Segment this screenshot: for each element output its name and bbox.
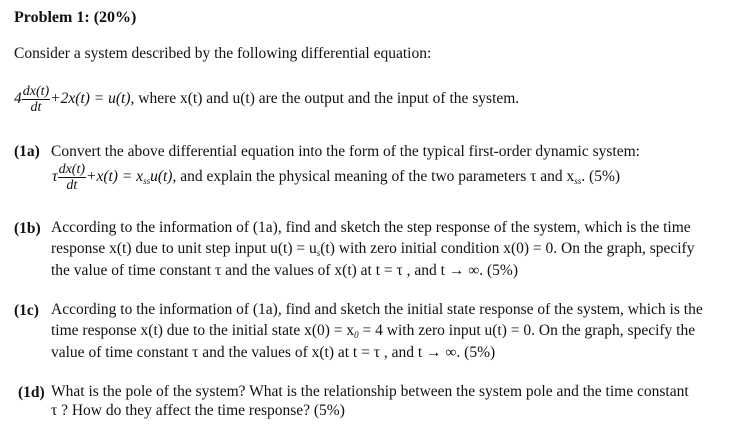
part-1d-label: (1d) [18, 384, 45, 401]
part-1c-line1: According to the information of (1a), find and sketch the initial state response of the system, which is the [51, 301, 703, 318]
intro-text: Consider a system described by the following differential equation: [14, 45, 432, 62]
part-1a-label: (1a) [14, 143, 40, 160]
part-1d-line1: What is the pole of the system? What is the relationship between the system pole and the time constant [51, 383, 689, 400]
eq-1a-tail: , and explain the physical meaning of the two parameters τ and x [172, 168, 575, 186]
part-1b-line2a: response x(t) due to unit step input u(t) = u [51, 240, 317, 257]
eq-1a-sub: ss [143, 176, 151, 187]
eq-tail: , where x(t) and u(t) are the output and the input of the system. [130, 90, 520, 108]
eq-1a-tail-sub: ss [574, 176, 582, 187]
part-1b-line3: the value of time constant τ and the values of x(t) at t = τ , and t → ∞. (5%) [51, 262, 518, 279]
eq-tau: τ [52, 168, 58, 186]
part-1b-label: (1b) [14, 220, 41, 237]
eq-denominator: dt [30, 100, 42, 115]
eq-1a-rhs: +x(t) = x [86, 168, 144, 186]
part-1b-line2-sub: s [316, 248, 321, 258]
eq-numerator: dx(t) [22, 84, 50, 99]
eq-1a-denominator: dt [66, 178, 78, 193]
part-1c-line2b: = 4 with zero input u(t) = 0. On the graph, specify the [358, 322, 696, 339]
part-1c-line2a: time response x(t) due to the initial state x(0) = x [51, 322, 355, 339]
eq-rhs: +2x(t) = u(t) [50, 90, 131, 108]
part-1b-line1: According to the information of (1a), find and sketch the step response of the system, which is the time [51, 219, 691, 236]
eq-derivative [22, 84, 50, 115]
part-1c-label: (1c) [14, 302, 39, 319]
eq-coefficient: 4 [14, 90, 22, 108]
eq-1a-end: . (5%) [581, 168, 621, 186]
part-1c-line2-sub: 0 [354, 330, 359, 340]
eq-1a-numerator: dx(t) [58, 162, 85, 177]
part-1d-line2: τ ? How do they affect the time response? (5%) [51, 402, 345, 419]
eq-1a-derivative [58, 162, 86, 193]
part-1c-line3: value of time constant τ and the values of x(t) at t = τ , and t → ∞. (5%) [51, 344, 496, 361]
part-1b-line2b: (t) with zero initial condition x(0) = 0. On the graph, specify [320, 240, 695, 257]
part-1a-equation [52, 162, 620, 193]
main-equation [14, 84, 519, 115]
problem-title: Problem 1: (20%) [14, 9, 137, 26]
part-1a-text: Convert the above differential equation into the form of the typical first-order dynamic system: [51, 143, 640, 160]
eq-1a-rhs2: u(t) [150, 168, 173, 186]
